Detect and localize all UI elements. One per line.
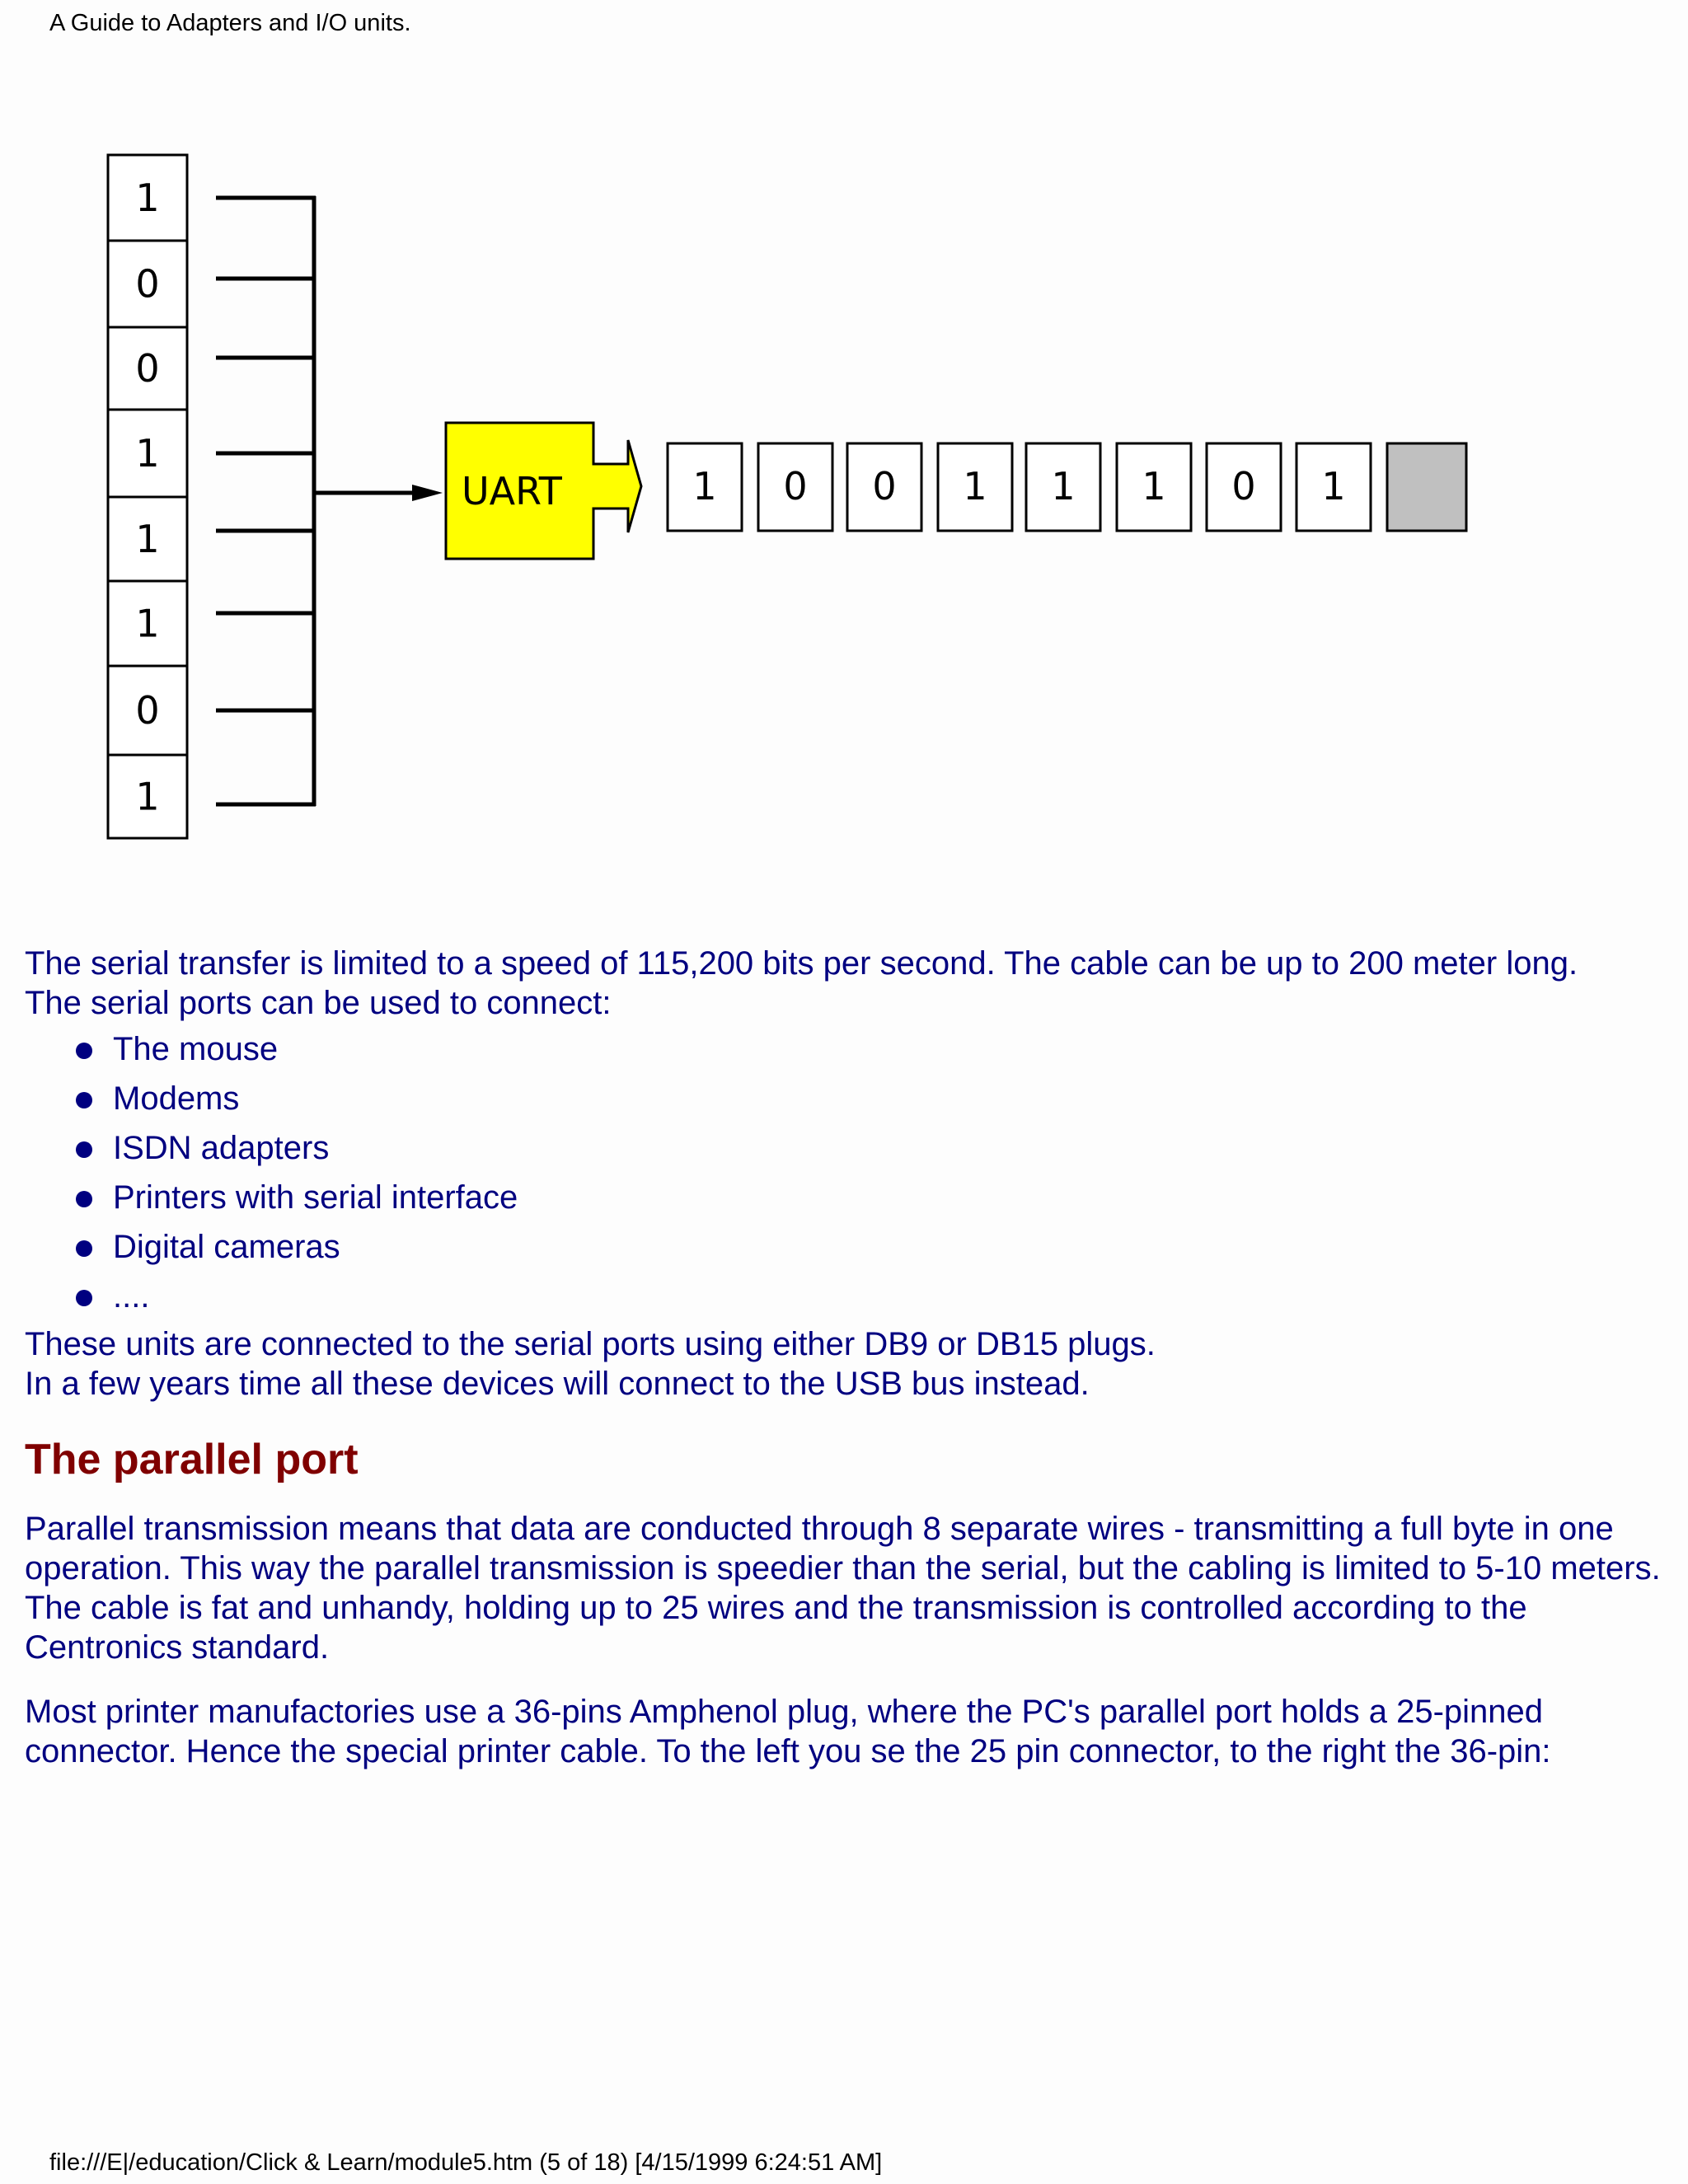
serial-bit-value: 1: [963, 464, 987, 509]
parallel-bit-value: 1: [135, 176, 160, 220]
serial-bit-value: 0: [783, 464, 808, 509]
print-header-title: A Guide to Adapters and I/O units.: [49, 10, 411, 36]
bullet-icon: [76, 1290, 92, 1306]
list-item-text: The mouse: [113, 1031, 279, 1067]
bullet-icon: [76, 1043, 92, 1059]
serial-intro-line-2: The serial ports can be used to connect:: [25, 985, 612, 1021]
list-item: [76, 1226, 1665, 1275]
bullet-icon: [76, 1092, 92, 1108]
parallel-bit-value: 1: [135, 431, 160, 476]
parallel-bit-value: 1: [135, 517, 160, 561]
serial-trailing-box: [1387, 443, 1466, 531]
uart-diagram: [0, 0, 1688, 890]
list-item: [76, 1077, 1665, 1127]
bullet-icon: [76, 1191, 92, 1207]
list-item: [76, 1127, 1665, 1176]
print-footer-url: file:///E|/education/Click & Learn/module5.htm (5 of 18) [4/15/1999 6:24:51 AM]: [49, 2149, 883, 2176]
parallel-bit-value: 0: [135, 261, 160, 307]
parallel-bit-column: [108, 155, 187, 838]
bullet-icon: [76, 1240, 92, 1257]
page-content: [25, 944, 1665, 1796]
list-item: [76, 1176, 1665, 1226]
serial-bit-value: 1: [1142, 464, 1166, 509]
serial-usb-line: In a few years time all these devices will connect to the USB bus instead.: [25, 1366, 1090, 1402]
serial-device-list: [25, 1028, 1665, 1324]
parallel-port-heading: The parallel port: [25, 1436, 359, 1483]
parallel-bit-value: 1: [135, 774, 160, 819]
serial-bit-value: 0: [1231, 464, 1256, 509]
serial-plugs-line: These units are connected to the serial ports using either DB9 or DB15 plugs.: [25, 1326, 1156, 1362]
uart-block: [446, 423, 641, 559]
serial-bit-row: [668, 443, 1466, 531]
parallel-paragraph-2: Most printer manufactories use a 36-pins Amphenol plug, where the PC's parallel port holds a 25-pinned connector. Hence the special printer cable. To the left you se the 25 pin connector, to the right the 36-pin:: [25, 1694, 1551, 1769]
list-item-text: Printers with serial interface: [113, 1179, 518, 1216]
list-item-text: Modems: [113, 1080, 240, 1117]
parallel-bus-lines: [216, 196, 443, 806]
parallel-paragraph-1: Parallel transmission means that data are conducted through 8 separate wires - transmitting a full byte in one operation. This way the parallel transmission is speedier than the serial, but the cabling is limited to 5-10 meters. The cable is fat and unhandy, holding up to 25 wires and the transmission is controlled according to the Centronics standard.: [25, 1511, 1661, 1666]
list-item-text: ISDN adapters: [113, 1130, 330, 1166]
list-item-text: ....: [113, 1278, 150, 1315]
list-item: [76, 1028, 1665, 1077]
arrow-head-icon: [412, 485, 443, 501]
serial-bit-value: 1: [692, 464, 717, 509]
uart-label: UART: [462, 469, 562, 513]
parallel-bit-value: 1: [135, 601, 160, 646]
serial-bit-value: 1: [1051, 464, 1076, 509]
serial-bit-value: 0: [872, 464, 897, 509]
serial-intro-line-1: The serial transfer is limited to a speed of 115,200 bits per second. The cable can be up to 200 meter long.: [25, 945, 1578, 982]
parallel-bit-value: 0: [135, 346, 160, 391]
list-item: [76, 1275, 1665, 1324]
list-item-text: Digital cameras: [113, 1229, 340, 1265]
parallel-bit-value: 0: [135, 688, 160, 733]
serial-bit-value: 1: [1321, 464, 1346, 509]
bullet-icon: [76, 1141, 92, 1158]
